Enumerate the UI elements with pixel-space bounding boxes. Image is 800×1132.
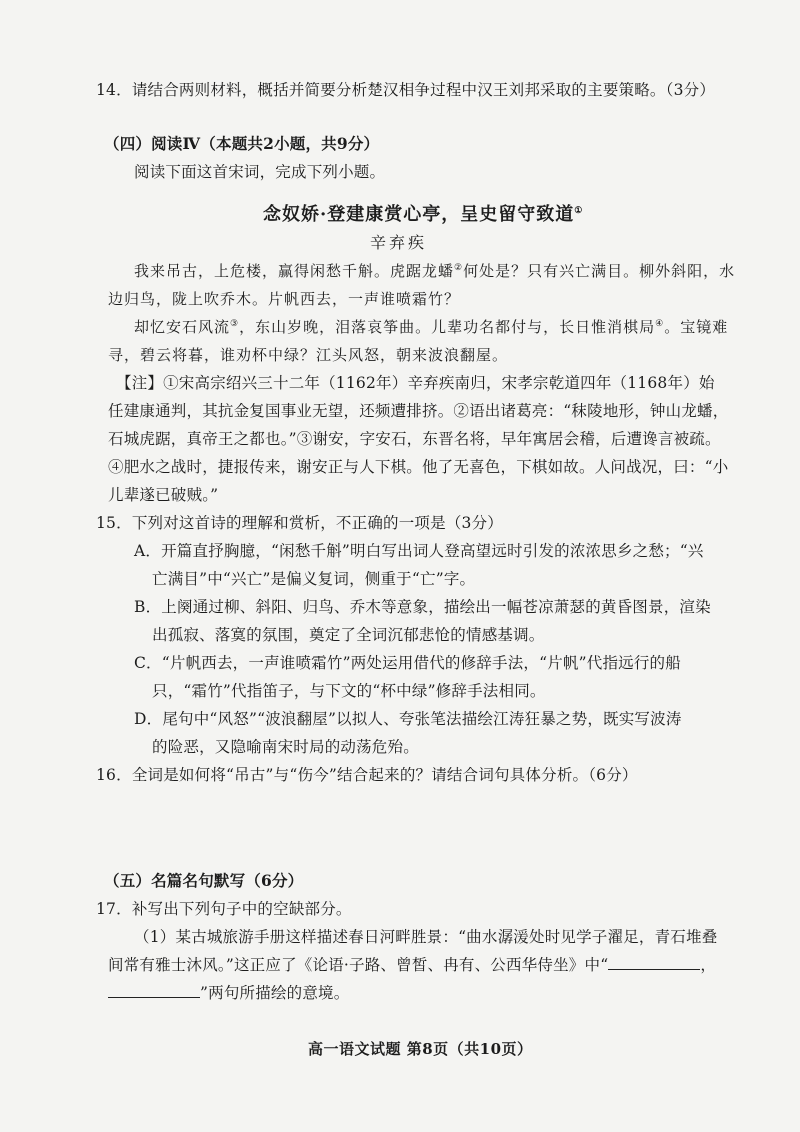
option-d-line-1: D．尾句中“风怒”“波浪翻屋”以拟人、夸张笔法描绘江涛狂暴之势，既实写波涛 xyxy=(134,710,682,728)
question-17-stem: 17．补写出下列句子中的空缺部分。 xyxy=(96,900,352,918)
question-17-part-1-line-1: （1）某古城旅游手册这样描述春日河畔胜景：“曲水潺湲处时见学子濯足，青石堆叠 xyxy=(134,928,718,946)
note-line: ④肥水之战时，捷报传来，谢安正与人下棋。他了无喜色，下棋如故。人问战况，曰：“小 xyxy=(108,458,729,476)
option-c-line-2: 只，“霜竹”代指笛子，与下文的“杯中绿”修辞手法相同。 xyxy=(152,682,546,700)
note-line: 石城虎踞，真帝王之都也。”③谢安，字安石，东晋名将，早年寓居会稽，后遭谗言被疏。 xyxy=(108,430,721,448)
poem-author: 辛弃疾 xyxy=(370,233,428,252)
poem-line-3 xyxy=(134,316,728,338)
option-b-line-2: 出孤寂、落寞的氛围，奠定了全词沉郁悲怆的情感基调。 xyxy=(152,626,545,644)
option-d-line-2: 的险恶，又隐喻南宋时局的动荡危殆。 xyxy=(152,738,419,756)
note-line: 【注】①宋高宗绍兴三十二年（1162年）辛弃疾南归，宋孝宗乾道四年（1168年）始 xyxy=(116,374,715,392)
question-17-part-1-line-2 xyxy=(108,954,716,976)
poem-line-3-c: 。宝镜难 xyxy=(664,318,729,336)
poem-title-text: 念奴娇·登建康赏心亭，呈史留守致道 xyxy=(263,204,575,225)
poem-line-2: 边归鸟，陇上吹乔木。片帆西去，一声谁喷霜竹？ xyxy=(108,290,461,308)
poem-title xyxy=(263,204,583,226)
option-a-line-2: 亡满目”中“兴亡”是偏义复词，侧重于“亡”字。 xyxy=(152,570,476,588)
question-16: 16．全词是如何将“吊古”与“伤今”结合起来的？请结合词句具体分析。（6分） xyxy=(96,766,638,784)
question-15-stem: 15．下列对这首诗的理解和赏析，不正确的一项是（3分） xyxy=(96,514,503,532)
poem-line-1 xyxy=(134,260,735,282)
option-b-line-1: B．上阕通过柳、斜阳、归鸟、乔木等意象，描绘出一幅苍凉萧瑟的黄昏图景，渲染 xyxy=(134,598,711,616)
note-line: 任建康通判，其抗金复国事业无望，还频遭排挤。②语出诸葛亮：“秣陵地形，钟山龙蟠， xyxy=(108,402,729,420)
poem-line-3-a: 却忆安石风流 xyxy=(134,318,231,336)
line-2-text: 间常有雅士沐风。”这正应了《论语·子路、曾皙、冉有、公西华侍坐》中“ xyxy=(108,956,609,974)
note-line: 儿辈遂已破贼。” xyxy=(108,486,219,504)
poem-line-3-note-a: ③ xyxy=(230,319,240,329)
poem-line-1-note: ② xyxy=(454,263,464,273)
answer-blank-2[interactable] xyxy=(108,983,200,998)
answer-blank-1[interactable] xyxy=(608,955,700,970)
option-a-line-1: A．开篇直抒胸臆，“闲愁千斛”明白写出词人登高望远时引发的浓浓思乡之愁；“兴 xyxy=(134,542,704,560)
poem-line-3-note-b: ④ xyxy=(655,319,665,329)
poem-line-3-b: ，东山岁晚，泪落哀筝曲。儿辈功名都付与，长日惟消棋局 xyxy=(239,318,656,336)
line-3-text: ”两句所描绘的意境。 xyxy=(200,984,350,1002)
option-c-line-1: C．“片帆西去，一声谁喷霜竹”两处运用借代的修辞手法，“片帆”代指远行的船 xyxy=(134,654,681,672)
page-footer: 高一语文试题 第8页（共10页） xyxy=(308,1040,533,1058)
section-5-heading: （五）名篇名句默写（6分） xyxy=(104,871,304,890)
poem-line-1-b: 何处是？只有兴亡满目。柳外斜阳，水 xyxy=(463,262,736,280)
poem-line-1-a: 我来吊古，上危楼，赢得闲愁千斛。虎踞龙蟠 xyxy=(134,262,455,280)
poem-title-note-mark: ① xyxy=(574,206,584,216)
question-17-part-1-line-3 xyxy=(108,982,349,1004)
line-2-comma: ， xyxy=(700,956,717,974)
poem-line-4: 寻，碧云将暮，谁劝杯中绿？江头风怒，朝来波浪翻屋。 xyxy=(108,346,509,364)
question-14: 14．请结合两则材料，概括并简要分析楚汉相争过程中汉王刘邦采取的主要策略。（3分） xyxy=(96,81,716,99)
section-4-heading: （四）阅读Ⅳ（本题共2小题，共9分） xyxy=(104,134,380,153)
section-4-instruction: 阅读下面这首宋词，完成下列小题。 xyxy=(134,163,386,181)
